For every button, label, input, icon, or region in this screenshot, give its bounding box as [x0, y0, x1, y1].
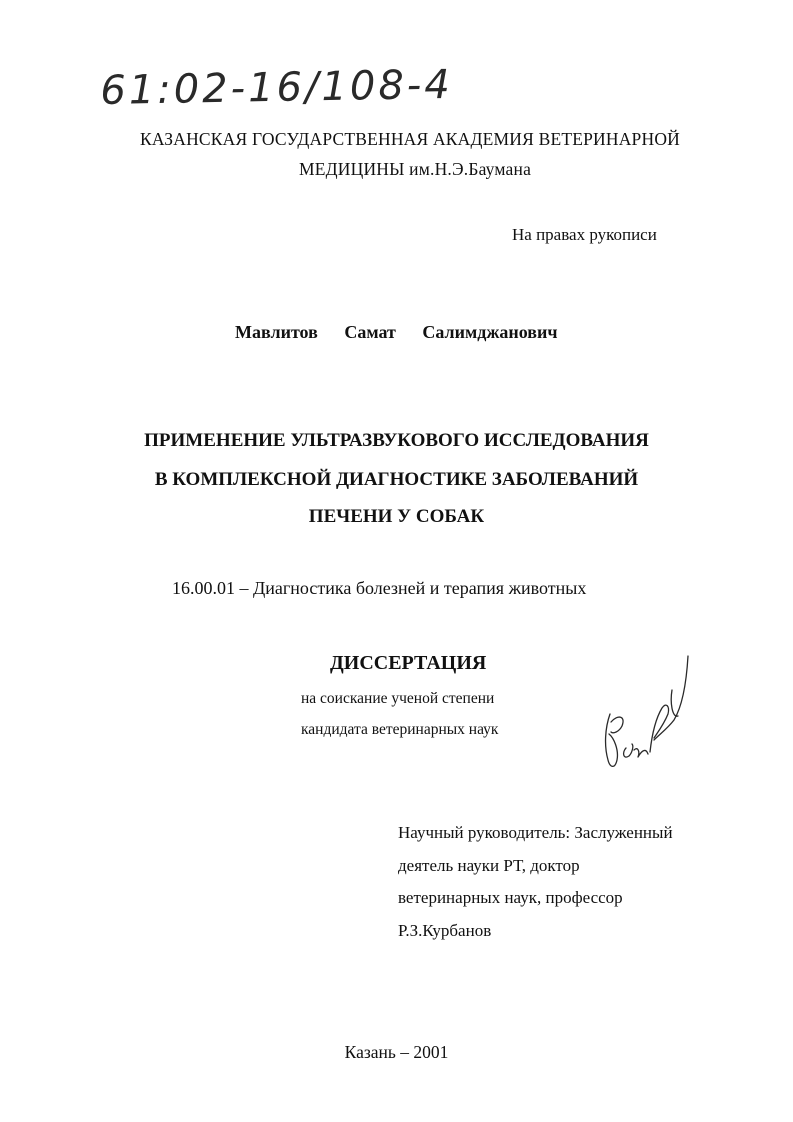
- thesis-title-line-1: ПРИМЕНЕНИЕ УЛЬТРАЗВУКОВОГО ИССЛЕДОВАНИЯ: [144, 430, 649, 451]
- document-type-heading: ДИССЕРТАЦИЯ: [330, 652, 487, 674]
- thesis-title-line-3: ПЕЧЕНИ У СОБАК: [308, 506, 485, 527]
- specialty-code: 16.00.01 – Диагностика болезней и терапия животных: [172, 578, 587, 598]
- manuscript-rights-note: На правах рукописи: [512, 225, 657, 244]
- scientific-supervisor: [398, 817, 673, 947]
- supervisor-line-3: ветеринарных наук, профессор: [398, 888, 623, 907]
- author-name: Мавлитов Самат Салимджанович: [235, 322, 558, 342]
- institution-line-1: КАЗАНСКАЯ ГОСУДАРСТВЕННАЯ АКАДЕМИЯ ВЕТЕРИНАРНОЙ: [140, 129, 681, 149]
- city-and-year: Казань – 2001: [344, 1042, 449, 1062]
- supervisor-line-2: деятель науки РТ, доктор: [398, 855, 580, 875]
- supervisor-line-4: Р.З.Курбанов: [398, 920, 492, 940]
- degree-line-2: кандидата ветеринарных наук: [301, 721, 499, 738]
- handwritten-archive-code: 61:02-16/108-4: [100, 61, 454, 114]
- degree-line-1: на соискание ученой степени: [301, 690, 495, 707]
- handwritten-signature: [596, 650, 696, 775]
- supervisor-line-1: Научный руководитель: Заслуженный: [398, 823, 673, 842]
- institution-line-2: МЕДИЦИНЫ им.Н.Э.Баумана: [299, 159, 532, 179]
- thesis-title-line-2: В КОМПЛЕКСНОЙ ДИАГНОСТИКЕ ЗАБОЛЕВАНИЙ: [154, 469, 639, 490]
